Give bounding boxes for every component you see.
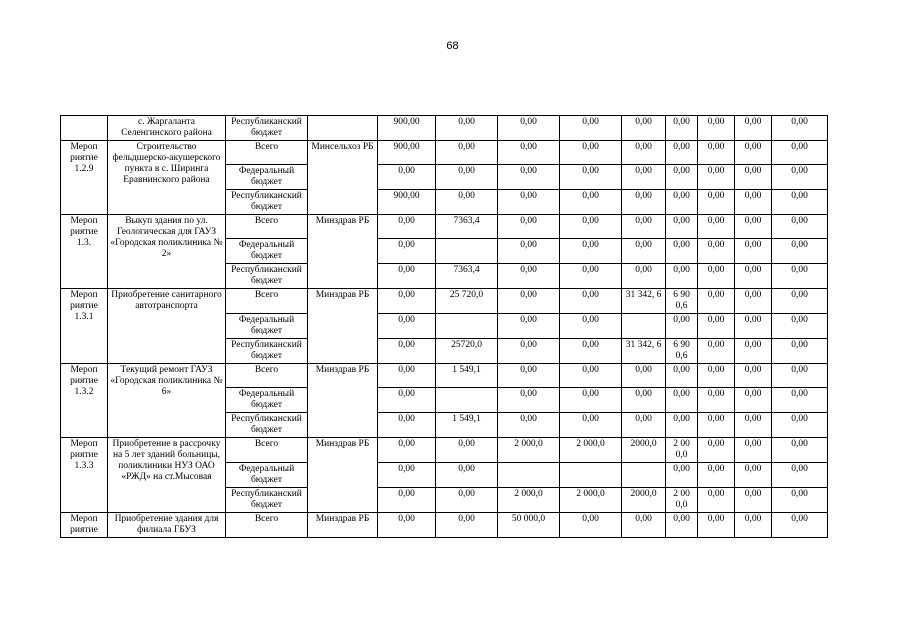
funding-source-cell: Республиканский бюджет [226,264,308,289]
value-cell: 0,00 [498,190,560,215]
funding-source-cell: Федеральный бюджет [226,388,308,413]
value-cell: 0,00 [436,116,498,141]
event-name-cell: Приобретение в рассрочку на 5 лет зданий больницы, поликлиники НУЗ ОАО «РЖД» на ст.Мысовая [108,438,226,513]
value-cell: 0,00 [666,388,698,413]
executor-cell [308,116,378,141]
page-number: 68 [446,40,459,52]
value-cell: 0,00 [666,513,698,538]
value-cell: 0,00 [436,438,498,463]
value-cell: 31 342, 6 [622,289,666,314]
event-name-cell: Выкуп здания по ул. Геологическая для ГАУЗ «Городская поликлиника № 2» [108,215,226,289]
executor-cell: Минсельхоз РБ [308,141,378,215]
value-cell: 2 00 0,0 [666,438,698,463]
value-cell: 0,00 [698,438,735,463]
funding-source-cell: Всего [226,289,308,314]
value-cell: 31 342, 6 [622,339,666,364]
value-cell: 0,00 [560,141,622,165]
value-cell: 7363,4 [436,264,498,289]
value-cell: 0,00 [498,388,560,413]
value-cell: 0,00 [735,463,772,488]
event-code-cell: Мероп риятие 1.2.9 [61,141,108,215]
value-cell: 0,00 [436,165,498,190]
value-cell: 0,00 [698,215,735,239]
table-row [61,364,828,388]
value-cell: 0,00 [560,239,622,264]
table-row [61,116,828,141]
value-cell: 0,00 [498,215,560,239]
event-name-cell: Текущий ремонт ГАУЗ «Городская поликлиника № 6» [108,364,226,438]
value-cell: 6 90 0,6 [666,289,698,314]
value-cell: 0,00 [772,364,828,388]
funding-source-cell: Республиканский бюджет [226,488,308,513]
value-cell: 0,00 [735,413,772,438]
funding-source-cell: Федеральный бюджет [226,314,308,339]
value-cell: 0,00 [560,513,622,538]
funding-source-cell: Всего [226,141,308,165]
value-cell: 0,00 [560,314,622,339]
event-code-cell [61,116,108,141]
table-row [61,513,828,538]
value-cell: 0,00 [436,488,498,513]
value-cell: 0,00 [378,413,436,438]
value-cell: 0,00 [666,141,698,165]
value-cell: 2000,0 [622,488,666,513]
executor-cell: Минздрав РБ [308,289,378,364]
value-cell: 0,00 [735,141,772,165]
value-cell: 0,00 [698,190,735,215]
value-cell: 0,00 [498,165,560,190]
value-cell: 0,00 [735,314,772,339]
value-cell: 0,00 [622,141,666,165]
value-cell: 0,00 [560,289,622,314]
value-cell: 0,00 [698,289,735,314]
value-cell: 0,00 [698,388,735,413]
value-cell: 0,00 [735,364,772,388]
value-cell: 0,00 [666,239,698,264]
value-cell: 0,00 [772,190,828,215]
value-cell: 0,00 [698,239,735,264]
event-code-cell: Мероп риятие 1.3. [61,215,108,289]
executor-cell: Минздрав РБ [308,215,378,289]
value-cell: 0,00 [772,289,828,314]
executor-cell: Минздрав РБ [308,438,378,513]
value-cell: 0,00 [498,239,560,264]
event-code-cell: Мероп риятие [61,513,108,538]
value-cell: 0,00 [622,215,666,239]
event-name-cell: Строительство фельдшерско-акушерского пункта в с. Ширинга Еравнинского района [108,141,226,215]
value-cell: 0,00 [498,141,560,165]
value-cell: 0,00 [772,215,828,239]
value-cell: 0,00 [772,513,828,538]
funding-source-cell: Всего [226,513,308,538]
value-cell: 0,00 [735,239,772,264]
event-code-cell: Мероп риятие 1.3.3 [61,438,108,513]
funding-source-cell: Всего [226,215,308,239]
table-row [61,141,828,165]
value-cell: 0,00 [498,116,560,141]
value-cell: 7363,4 [436,215,498,239]
budget-table [60,115,828,538]
value-cell: 0,00 [772,413,828,438]
value-cell: 0,00 [378,165,436,190]
value-cell: 0,00 [560,264,622,289]
event-name-cell: Приобретение здания для филиала ГБУЗ [108,513,226,538]
value-cell: 0,00 [698,314,735,339]
value-cell: 0,00 [498,364,560,388]
value-cell: 0,00 [498,339,560,364]
value-cell: 0,00 [622,264,666,289]
value-cell: 6 90 0,6 [666,339,698,364]
event-name-cell: с. Жаргаланта Селенгинского района [108,116,226,141]
value-cell: 0,00 [698,116,735,141]
value-cell: 0,00 [735,339,772,364]
value-cell: 0,00 [735,116,772,141]
value-cell: 0,00 [622,190,666,215]
value-cell: 0,00 [698,463,735,488]
value-cell: 0,00 [378,488,436,513]
value-cell: 0,00 [698,264,735,289]
value-cell: 0,00 [772,165,828,190]
value-cell: 0,00 [378,339,436,364]
value-cell: 0,00 [772,463,828,488]
value-cell: 0,00 [560,413,622,438]
funding-source-cell: Республиканский бюджет [226,116,308,141]
value-cell: 2 000,0 [498,488,560,513]
funding-source-cell: Всего [226,364,308,388]
value-cell [436,239,498,264]
value-cell: 0,00 [772,339,828,364]
value-cell: 0,00 [698,339,735,364]
value-cell: 0,00 [666,314,698,339]
value-cell: 0,00 [735,438,772,463]
value-cell: 0,00 [666,413,698,438]
value-cell: 0,00 [622,364,666,388]
value-cell: 0,00 [622,413,666,438]
value-cell: 0,00 [436,190,498,215]
value-cell: 0,00 [698,488,735,513]
value-cell: 25720,0 [436,339,498,364]
value-cell: 0,00 [772,438,828,463]
value-cell: 0,00 [560,364,622,388]
value-cell: 0,00 [622,513,666,538]
value-cell: 0,00 [436,141,498,165]
value-cell: 0,00 [698,364,735,388]
value-cell: 900,00 [378,116,436,141]
value-cell: 0,00 [498,289,560,314]
value-cell: 0,00 [498,413,560,438]
value-cell: 0,00 [666,463,698,488]
value-cell: 0,00 [378,314,436,339]
value-cell: 0,00 [622,165,666,190]
value-cell: 0,00 [378,388,436,413]
value-cell: 0,00 [735,190,772,215]
funding-source-cell: Федеральный бюджет [226,463,308,488]
event-code-cell: Мероп риятие 1.3.2 [61,364,108,438]
value-cell: 0,00 [772,239,828,264]
value-cell: 0,00 [560,215,622,239]
executor-cell: Минздрав РБ [308,364,378,438]
value-cell: 2 000,0 [560,438,622,463]
value-cell: 0,00 [378,513,436,538]
value-cell: 0,00 [436,513,498,538]
value-cell: 0,00 [735,264,772,289]
value-cell: 0,00 [772,264,828,289]
table-row [61,289,828,314]
value-cell: 0,00 [735,513,772,538]
event-code-cell: Мероп риятие 1.3.1 [61,289,108,364]
value-cell: 0,00 [498,314,560,339]
funding-source-cell: Федеральный бюджет [226,239,308,264]
value-cell: 0,00 [666,190,698,215]
value-cell: 0,00 [622,116,666,141]
value-cell: 0,00 [735,488,772,513]
value-cell: 0,00 [378,463,436,488]
value-cell: 0,00 [622,388,666,413]
value-cell: 0,00 [772,488,828,513]
value-cell: 0,00 [666,215,698,239]
value-cell: 2 000,0 [498,438,560,463]
value-cell: 0,00 [772,116,828,141]
value-cell: 0,00 [560,388,622,413]
value-cell: 0,00 [666,264,698,289]
value-cell: 0,00 [622,239,666,264]
value-cell: 0,00 [378,215,436,239]
table-row [61,438,828,463]
value-cell: 0,00 [735,388,772,413]
value-cell [436,314,498,339]
value-cell [622,463,666,488]
value-cell: 0,00 [560,165,622,190]
value-cell: 0,00 [560,116,622,141]
value-cell: 2 00 0,0 [666,488,698,513]
table-row [61,215,828,239]
value-cell: 0,00 [378,289,436,314]
value-cell: 0,00 [378,364,436,388]
value-cell: 50 000,0 [498,513,560,538]
value-cell: 0,00 [698,141,735,165]
value-cell: 0,00 [698,413,735,438]
value-cell: 0,00 [378,438,436,463]
executor-cell: Минздрав РБ [308,513,378,538]
value-cell: 2 000,0 [560,488,622,513]
funding-source-cell: Республиканский бюджет [226,339,308,364]
value-cell: 900,00 [378,141,436,165]
value-cell: 0,00 [560,190,622,215]
funding-source-cell: Федеральный бюджет [226,165,308,190]
funding-source-cell: Республиканский бюджет [226,190,308,215]
value-cell: 0,00 [735,215,772,239]
value-cell: 0,00 [666,364,698,388]
value-cell: 0,00 [560,339,622,364]
value-cell: 0,00 [378,264,436,289]
value-cell: 0,00 [666,116,698,141]
value-cell: 0,00 [698,513,735,538]
value-cell: 0,00 [735,289,772,314]
value-cell [498,463,560,488]
value-cell: 1 549,1 [436,364,498,388]
value-cell: 0,00 [378,239,436,264]
event-name-cell: Приобретение санитарного автотранспорта [108,289,226,364]
value-cell: 0,00 [666,165,698,190]
value-cell [560,463,622,488]
value-cell [436,388,498,413]
funding-source-cell: Республиканский бюджет [226,413,308,438]
value-cell: 0,00 [498,264,560,289]
value-cell: 0,00 [698,165,735,190]
value-cell: 0,00 [772,314,828,339]
value-cell: 2000,0 [622,438,666,463]
value-cell: 0,00 [436,463,498,488]
value-cell: 0,00 [772,388,828,413]
value-cell: 900,00 [378,190,436,215]
value-cell: 0,00 [772,141,828,165]
value-cell: 25 720,0 [436,289,498,314]
value-cell: 0,00 [735,165,772,190]
funding-source-cell: Всего [226,438,308,463]
value-cell [622,314,666,339]
value-cell: 1 549,1 [436,413,498,438]
